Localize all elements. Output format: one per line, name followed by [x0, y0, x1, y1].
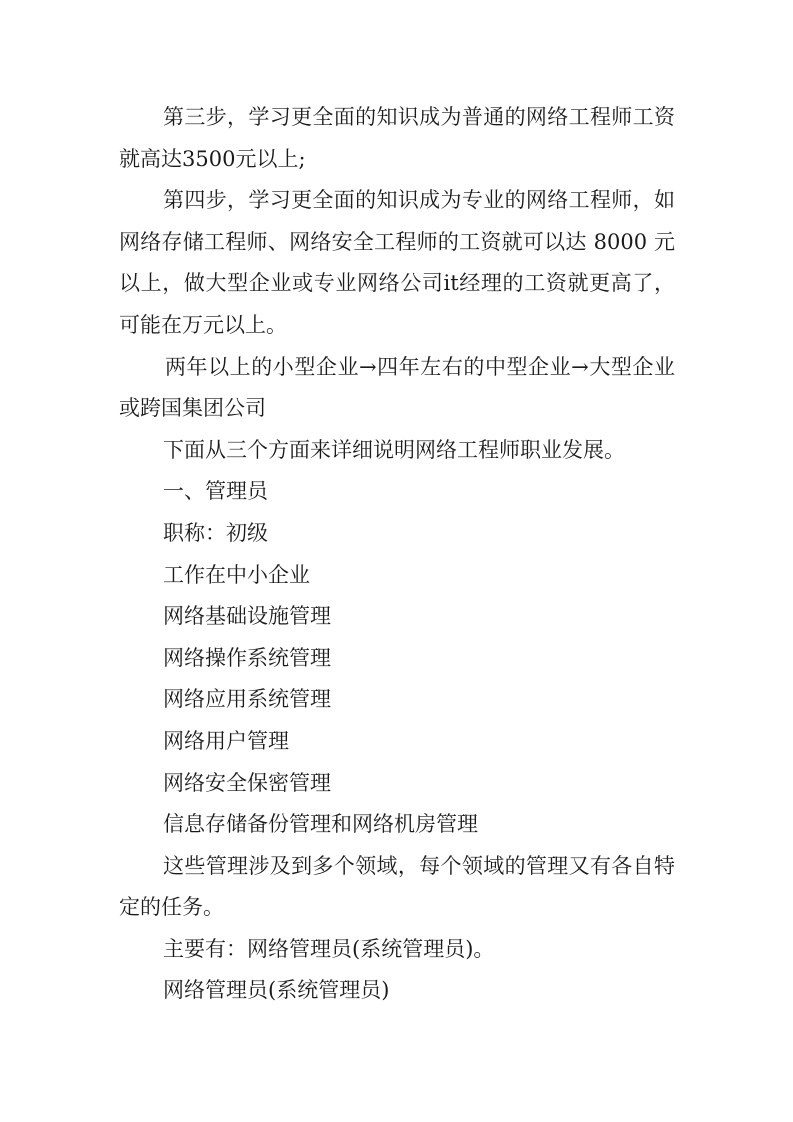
list-item: 信息存储备份管理和网络机房管理: [163, 812, 478, 837]
list-item: 网络操作系统管理: [163, 645, 331, 670]
list-item: 网络基础设施管理: [163, 604, 331, 629]
list-item: 网络安全保密管理: [163, 770, 331, 795]
paragraph-role-heading: 网络管理员(系统管理员): [163, 978, 390, 1003]
paragraph-career-path: 两年以上的小型企业→四年左右的中型企业→大型企业或跨国集团公司: [119, 354, 675, 421]
paragraph-intro: 下面从三个方面来详细说明网络工程师职业发展。: [163, 437, 625, 462]
paragraph-title-level: 职称：初级: [163, 520, 268, 545]
list-item: 网络用户管理: [163, 728, 289, 753]
paragraph-management-domains: 这些管理涉及到多个领域，每个领域的管理又有各自特定的任务。: [119, 853, 675, 920]
list-item: 网络应用系统管理: [163, 687, 331, 712]
paragraph-main-roles: 主要有：网络管理员(系统管理员)。: [163, 936, 495, 961]
section-heading-administrator: 一、管理员: [163, 479, 268, 504]
paragraph-step-four: 第四步，学习更全面的知识成为专业的网络工程师，如网络存储工程师、网络安全工程师的工资就可以达 8000 元以上，做大型企业或专业网络公司it经理的工资就更高了，可能在万元以上。: [119, 188, 675, 337]
paragraph-step-three: 第三步，学习更全面的知识成为普通的网络工程师工资就高达3500元以上;: [119, 105, 675, 171]
list-item: 工作在中小企业: [163, 562, 310, 587]
document-body: [119, 97, 675, 1012]
